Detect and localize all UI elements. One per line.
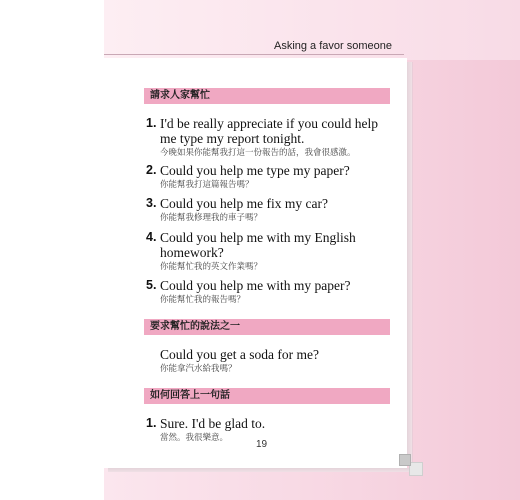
item-english: Could you help me fix my car?: [160, 196, 328, 211]
item-chinese: 今晚如果你能幫我打這一份報告的話，我會很感激。: [160, 148, 356, 158]
corner-decoration: [399, 454, 411, 466]
item-chinese: 你能幫我修理我的車子嗎？: [160, 213, 263, 223]
list-item: [146, 230, 392, 273]
section-heading-asking: 要求幫忙的說法之一: [144, 319, 390, 335]
paper-shadow-bottom: [108, 468, 412, 472]
item-number: 3.: [146, 196, 157, 210]
header-divider: [104, 54, 404, 55]
corner-decoration-outer: [409, 462, 423, 476]
item-number: 2.: [146, 163, 157, 177]
item-chinese: 你能幫忙我的英文作業嗎？: [160, 262, 263, 272]
list-item: [146, 416, 392, 444]
item-chinese: 當然。我很樂意。: [160, 433, 229, 443]
page-number: 19: [256, 439, 268, 450]
item-english: Could you help me with my paper?: [160, 278, 351, 293]
item-english: Sure. I'd be glad to.: [160, 416, 266, 431]
item-english: Could you get a soda for me?: [160, 347, 319, 362]
item-chinese: 你能幫我打這篇報告嗎？: [160, 180, 254, 190]
list-item: [146, 196, 392, 224]
item-number: 1.: [146, 116, 157, 130]
section-heading-reply: 如何回答上一句話: [144, 388, 390, 404]
list-item: [146, 278, 392, 306]
list-item: [146, 347, 392, 375]
list-item: [146, 116, 392, 159]
section-heading-requests: 請求人家幫忙: [144, 88, 390, 104]
item-number: 1.: [146, 416, 157, 430]
list-item: [146, 163, 392, 191]
item-english: Could you help me type my paper?: [160, 163, 350, 178]
item-chinese: 你能拿汽水給我嗎？: [160, 364, 237, 374]
header-title: Asking a favor someone: [273, 40, 392, 52]
item-chinese: 你能幫忙我的報告嗎？: [160, 295, 246, 305]
item-english: Could you help me with my English homework?: [160, 230, 356, 260]
item-number: 5.: [146, 278, 157, 292]
item-english: I'd be really appreciate if you could help me type my report tonight.: [160, 116, 378, 146]
paper-edge: [412, 62, 413, 464]
item-number: 4.: [146, 230, 157, 244]
